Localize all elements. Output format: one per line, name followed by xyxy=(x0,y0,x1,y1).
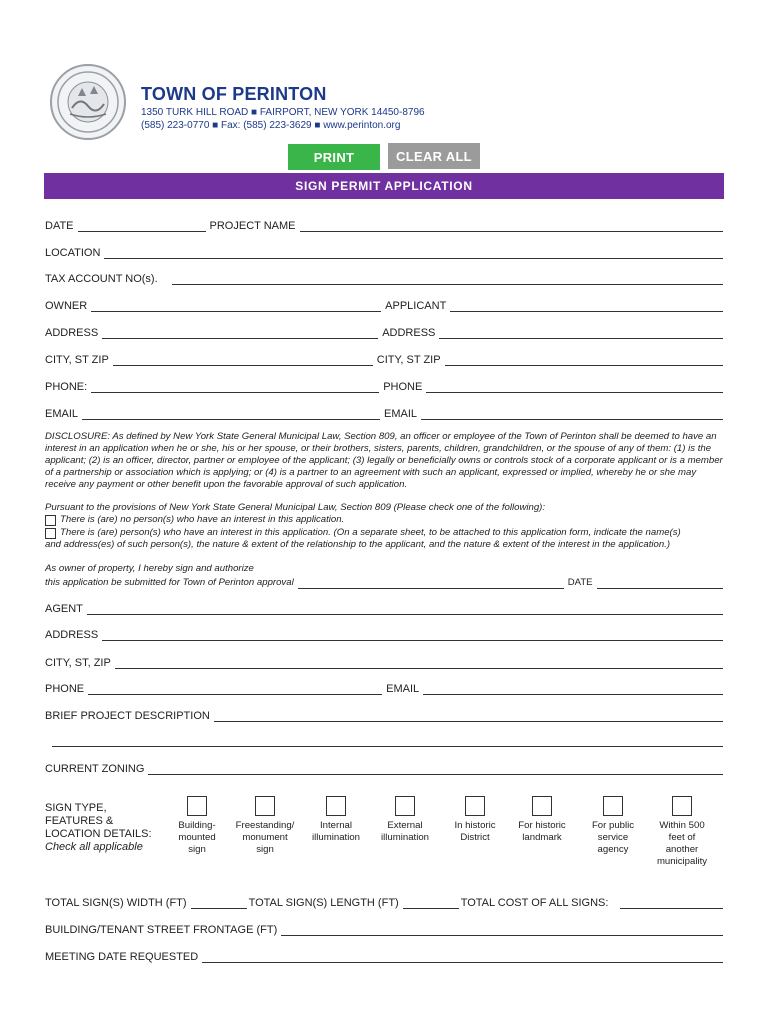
agent-city-label: CITY, ST, ZIP xyxy=(45,657,111,669)
sign-type-line-3: LOCATION DETAILS: xyxy=(45,828,152,840)
authorize-date-field[interactable] xyxy=(597,577,723,589)
option-label: municipality xyxy=(656,856,708,867)
owner-address-field[interactable] xyxy=(102,327,378,339)
disclosure-text: DISCLOSURE: As defined by New York State General Municipal Law, Section 809, an officer or employee of the Town of Perinton shall be deemed to have an interest in an application when he or she, his or her spouse, or their brothers, sisters, parents, children, grandchildren, or the spouse of any of them: (1) is the applicant; (2) is an officer, director, partner or employee of the applicant; (3) legally or beneficially owns or controls stock of a corporate applicant or is a member of a partnership or association which is applying; or (4) is a partner to an agreement with such an applicant, expressed or implied, whereby he or she may receive any payment or other benefit upon the favorable approval of such application. xyxy=(45,431,723,490)
option-label: sign xyxy=(188,844,206,855)
interest-label-continued: and address(es) of such person(s), the nature & extent of the relationship to the applicant, and the nature & extent of the interest in the application.) xyxy=(45,539,671,550)
print-button[interactable]: PRINT xyxy=(288,144,380,170)
applicant-address-label: ADDRESS xyxy=(382,327,436,339)
phone-row xyxy=(45,379,723,393)
option-label: Freestanding/ xyxy=(235,820,295,831)
agent-city-row xyxy=(45,655,723,669)
total-length-field[interactable] xyxy=(403,897,459,909)
owner-signature-field[interactable] xyxy=(298,577,564,589)
option-historic-district-checkbox[interactable] xyxy=(465,796,485,816)
date-field[interactable] xyxy=(78,220,206,232)
owner-phone-label: PHONE: xyxy=(45,381,88,393)
owner-phone-field[interactable] xyxy=(91,381,379,393)
authorize-text-2: this application be submitted for Town of Perinton approval xyxy=(45,577,294,588)
frontage-label: BUILDING/TENANT STREET FRONTAGE (FT) xyxy=(45,924,278,936)
option-label: For public xyxy=(591,820,635,831)
total-width-label: TOTAL SIGN(S) WIDTH (FT) xyxy=(45,897,187,909)
option-external-illumination-checkbox[interactable] xyxy=(395,796,415,816)
option-public-service-checkbox[interactable] xyxy=(603,796,623,816)
location-field[interactable] xyxy=(104,247,723,259)
option-label: mounted xyxy=(178,832,216,843)
current-zoning-row xyxy=(45,761,723,775)
location-label: LOCATION xyxy=(45,247,101,259)
option-label: In historic xyxy=(454,820,496,831)
option-label: District xyxy=(460,832,490,843)
city-row xyxy=(45,352,723,366)
total-cost-field[interactable] xyxy=(620,897,723,909)
option-within-500-feet xyxy=(646,796,718,868)
org-name: TOWN OF PERINTON xyxy=(141,84,327,104)
sign-type-line-2: FEATURES & xyxy=(45,815,114,827)
email-row xyxy=(45,406,723,420)
total-width-field[interactable] xyxy=(191,897,247,909)
owner-city-label: CITY, ST ZIP xyxy=(45,354,109,366)
option-historic-landmark xyxy=(506,796,578,844)
option-freestanding xyxy=(229,796,301,856)
authorize-date-label: DATE xyxy=(567,577,593,588)
owner-email-field[interactable] xyxy=(82,408,380,420)
agent-address-label: ADDRESS xyxy=(45,629,99,641)
interest-checkbox[interactable] xyxy=(45,528,56,539)
option-label: feet of xyxy=(668,832,696,843)
brief-description-label: BRIEF PROJECT DESCRIPTION xyxy=(45,710,210,722)
no-interest-label: There is (are) no person(s) who have an interest in this application. xyxy=(60,514,345,525)
frontage-row xyxy=(45,922,723,936)
option-internal-illumination xyxy=(300,796,372,844)
option-building-mounted xyxy=(161,796,233,856)
agent-row xyxy=(45,601,723,615)
agent-phone-row xyxy=(45,681,723,695)
option-label: Building- xyxy=(178,820,216,831)
option-label: illumination xyxy=(312,832,360,843)
interest-label: There is (are) person(s) who have an interest in this application. (On a separate sheet, to be attached to this application form, indicate the name(s) xyxy=(60,527,681,538)
option-external-illumination xyxy=(369,796,441,844)
current-zoning-field[interactable] xyxy=(148,763,723,775)
option-label: landmark xyxy=(522,832,562,843)
sign-type-line-1: SIGN TYPE, xyxy=(45,802,107,814)
option-freestanding-checkbox[interactable] xyxy=(255,796,275,816)
option-public-service xyxy=(577,796,649,856)
applicant-address-field[interactable] xyxy=(439,327,723,339)
option-label: Within 500 xyxy=(659,820,705,831)
totals-row xyxy=(45,895,723,909)
applicant-phone-field[interactable] xyxy=(426,381,723,393)
applicant-phone-label: PHONE xyxy=(383,381,423,393)
agent-address-row xyxy=(45,627,723,641)
location-row xyxy=(45,245,723,259)
authorize-text-1: As owner of property, I hereby sign and authorize xyxy=(45,563,254,574)
owner-email-label: EMAIL xyxy=(45,408,79,420)
option-label: illumination xyxy=(381,832,429,843)
meeting-date-label: MEETING DATE REQUESTED xyxy=(45,951,199,963)
applicant-email-label: EMAIL xyxy=(384,408,418,420)
no-interest-checkbox[interactable] xyxy=(45,515,56,526)
authorize-row xyxy=(45,575,723,589)
option-label: External xyxy=(387,820,423,831)
applicant-city-label: CITY, ST ZIP xyxy=(376,354,441,366)
sign-type-heading xyxy=(45,802,152,854)
option-label: another xyxy=(665,844,699,855)
option-historic-landmark-checkbox[interactable] xyxy=(532,796,552,816)
form-title: SIGN PERMIT APPLICATION xyxy=(44,173,724,199)
agent-field[interactable] xyxy=(87,603,723,615)
meeting-date-field[interactable] xyxy=(202,951,723,963)
brief-description-row xyxy=(45,708,723,722)
address-row xyxy=(45,325,723,339)
pursuant-text: Pursuant to the provisions of New York State General Municipal Law, Section 809 (Please check one of the following): xyxy=(45,502,546,513)
agent-address-field[interactable] xyxy=(102,629,723,641)
org-address: 1350 TURK HILL ROAD ■ FAIRPORT, NEW YORK 14450-8796 xyxy=(141,107,425,118)
option-label: Internal xyxy=(320,820,352,831)
owner-city-field[interactable] xyxy=(113,354,373,366)
meeting-date-row xyxy=(45,949,723,963)
total-cost-label: TOTAL COST OF ALL SIGNS: xyxy=(460,897,609,909)
tax-account-label: TAX ACCOUNT NO(s). xyxy=(45,273,158,285)
agent-email-label: EMAIL xyxy=(386,683,420,695)
agent-label: AGENT xyxy=(45,603,83,615)
current-zoning-label: CURRENT ZONING xyxy=(45,763,145,775)
frontage-field[interactable] xyxy=(281,924,723,936)
interest-option xyxy=(45,527,725,539)
brief-description-row-2 xyxy=(52,733,723,747)
option-historic-district xyxy=(439,796,511,844)
option-internal-illumination-checkbox[interactable] xyxy=(326,796,346,816)
owner-applicant-row xyxy=(45,298,723,312)
date-project-row xyxy=(45,218,723,232)
applicant-field[interactable] xyxy=(450,300,723,312)
clear-all-button[interactable]: CLEAR ALL xyxy=(388,143,480,169)
agent-phone-field[interactable] xyxy=(88,683,382,695)
total-length-label: TOTAL SIGN(S) LENGTH (FT) xyxy=(248,897,399,909)
sign-type-line-4: Check all applicable xyxy=(45,841,143,853)
option-label: service xyxy=(597,832,629,843)
agent-city-field[interactable] xyxy=(115,657,723,669)
brief-description-field[interactable] xyxy=(214,710,723,722)
option-label: monument xyxy=(242,832,288,843)
tax-account-field[interactable] xyxy=(172,273,723,285)
option-label: For historic xyxy=(518,820,566,831)
owner-label: OWNER xyxy=(45,300,88,312)
brief-description-field-2[interactable] xyxy=(52,735,723,747)
owner-field[interactable] xyxy=(91,300,381,312)
applicant-label: APPLICANT xyxy=(385,300,447,312)
applicant-city-field[interactable] xyxy=(445,354,723,366)
project-name-field[interactable] xyxy=(300,220,723,232)
town-seal-icon xyxy=(50,64,126,140)
option-label: agency xyxy=(597,844,629,855)
option-building-mounted-checkbox[interactable] xyxy=(187,796,207,816)
org-contact: (585) 223-0770 ■ Fax: (585) 223-3629 ■ www.perinton.org xyxy=(141,120,401,131)
option-label: sign xyxy=(256,844,274,855)
date-label: DATE xyxy=(45,220,74,232)
agent-email-field[interactable] xyxy=(423,683,723,695)
agent-phone-label: PHONE xyxy=(45,683,85,695)
project-name-label: PROJECT NAME xyxy=(209,220,296,232)
no-interest-option xyxy=(45,514,344,526)
option-within-500-feet-checkbox[interactable] xyxy=(672,796,692,816)
applicant-email-field[interactable] xyxy=(421,408,723,420)
owner-address-label: ADDRESS xyxy=(45,327,99,339)
tax-account-row xyxy=(45,271,723,285)
